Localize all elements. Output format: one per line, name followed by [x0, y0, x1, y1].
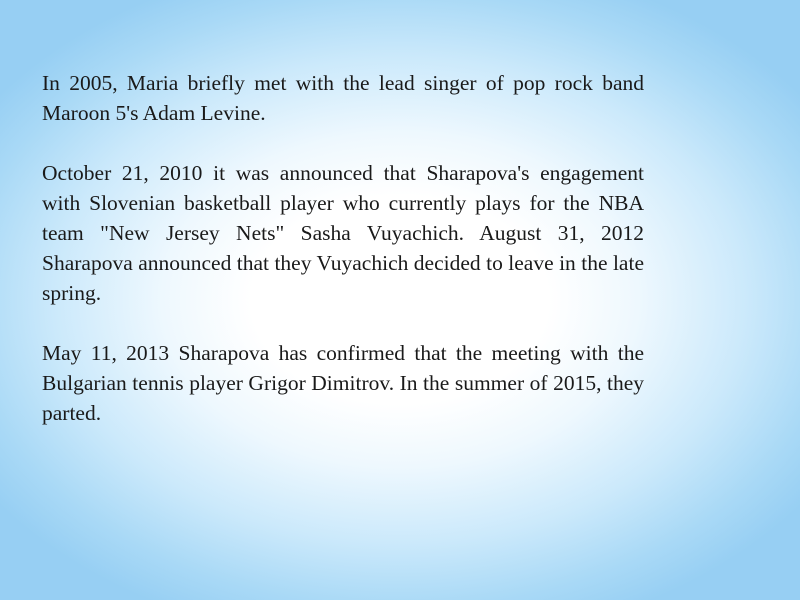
slide-text-block	[42, 68, 644, 428]
paragraph-vuyachich: October 21, 2010 it was announced that Sharapova's engagement with Slovenian basketball player who currently plays for the NBA team "New Jersey Nets" Sasha Vuyachich. August 31, 2012 Sharapova announced that they Vuyachich decided to leave in the late spring.	[42, 161, 644, 305]
paragraph-levine: In 2005, Maria briefly met with the lead singer of pop rock band Maroon 5's Adam Levine.	[42, 71, 644, 125]
paragraph-dimitrov: May 11, 2013 Sharapova has confirmed that the meeting with the Bulgarian tennis player Grigor Dimitrov. In the summer of 2015, they parted.	[42, 341, 644, 425]
